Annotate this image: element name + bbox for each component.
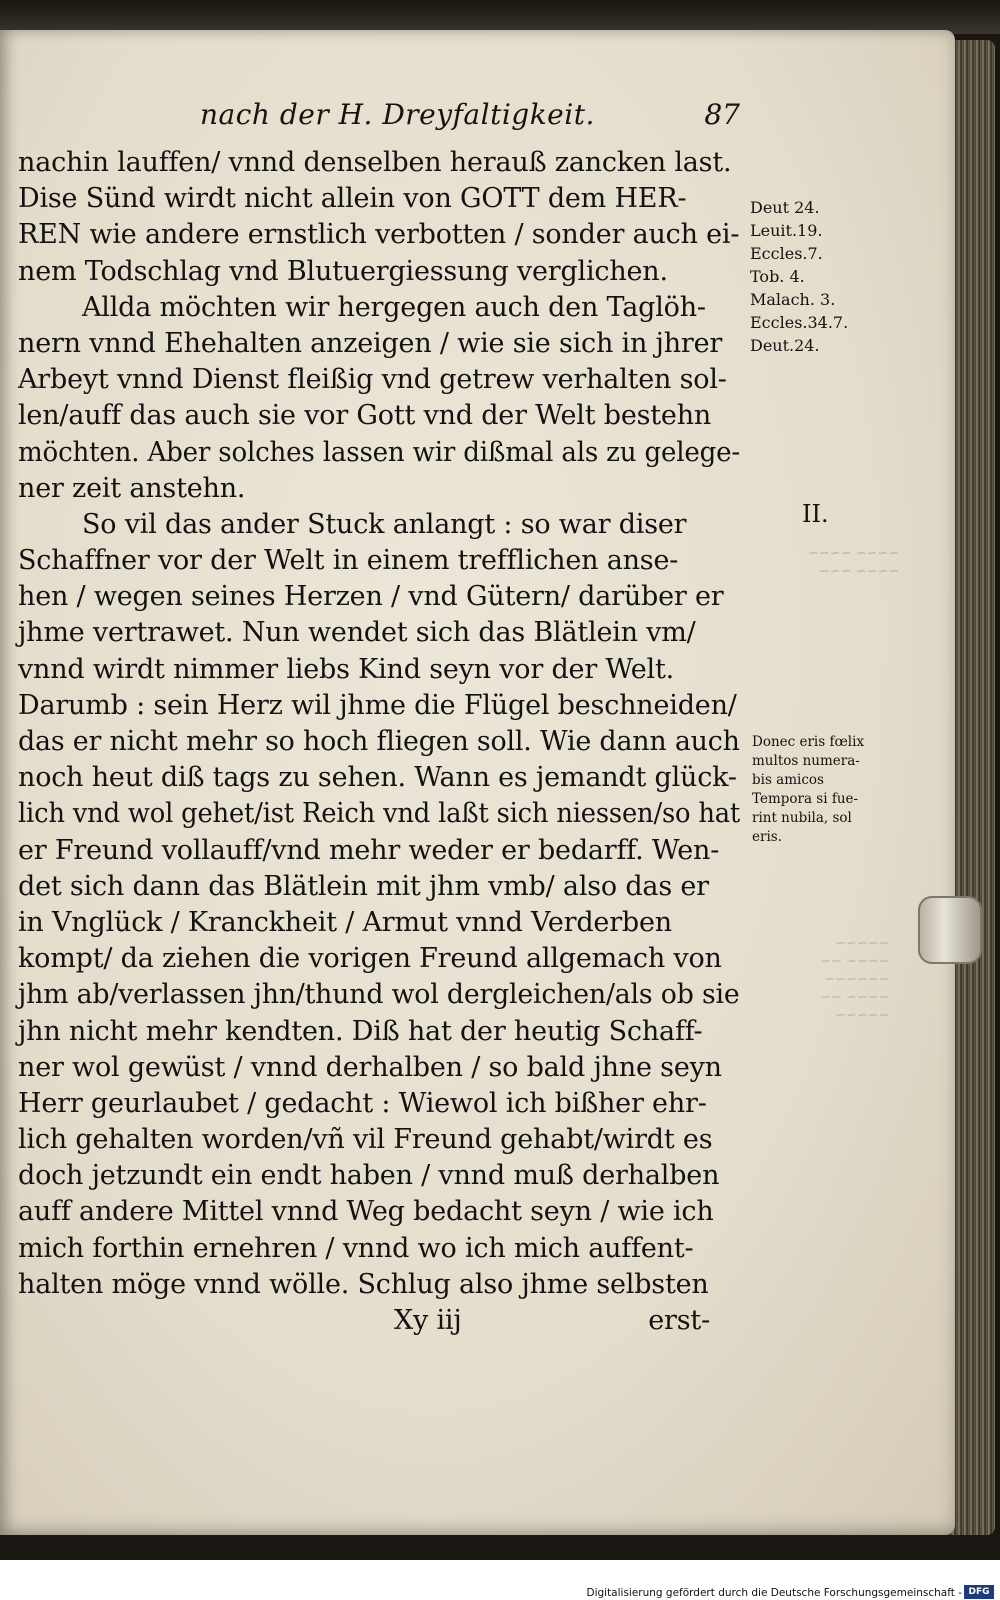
body-line: noch heut diß tags zu sehen. Wann es jemandt glück- [18,762,737,794]
body-line: REN wie andere ernstlich verbotten / sonder auch ei- [18,219,740,251]
body-line: halten möge vnnd wölle. Schlug also jhme selbsten [18,1268,709,1300]
body-line: Herr geurlaubet / gedacht : Wiewol ich bißher ehr- [18,1087,707,1119]
body-line: möchten. Aber solches lassen wir dißmal als zu gelege- [18,436,741,468]
page-clip [918,896,982,964]
body-line: lich vnd wol gehet/ist Reich vnd laßt sich niessen/so hat [18,798,741,830]
margin-references [750,196,890,357]
body-line: lich gehalten worden/vñ vil Freund gehabt/wirdt es [18,1124,713,1156]
latin-line: Tempora si fue- [752,791,859,807]
body-line: Schaffner vor der Welt in einem trefflichen anse- [18,545,679,577]
latin-line: rint nubila, sol [752,810,852,826]
body-line: hen / wegen seines Herzen / vnd Gütern/ darüber er [18,581,724,613]
dfg-logo-icon: DFG [964,1585,994,1599]
body-line: Allda möchten wir hergegen auch den Taglöh- [82,291,706,323]
body-line: kompt/ da ziehen die vorigen Freund allgemach von [18,943,722,975]
scan-top-shadow [0,0,1000,34]
bleed-through-text: ~~~~ ~~~~ ~~~~ ~~~ [808,546,900,579]
body-line: jhn nicht mehr kendten. Diß hat der heutig Schaff- [18,1015,703,1047]
body-line: auff andere Mittel vnnd Weg bedacht seyn / wie ich [18,1196,714,1228]
body-line: in Vnglück / Kranckheit / Armut vnnd Verderben [18,906,672,938]
running-header [200,98,740,138]
body-line: vnnd wirdt nimmer liebs Kind seyn vor der Welt. [18,653,675,685]
body-line: Darumb : sein Herz wil jhme die Flügel beschneiden/ [18,689,737,721]
body-line: ner wol gewüst / vnnd derhalben / so bald jhne seyn [18,1051,722,1083]
body-line: Arbeyt vnnd Dienst fleißig vnd getrew verhalten sol- [18,364,727,396]
body-line: nem Todschlag vnd Blutuergiessung verglichen. [18,255,668,287]
body-line: So vil das ander Stuck anlangt : so war diser [82,508,687,540]
body-line: nachin lauffen/ vnnd denselben herauß zancken last. [18,147,732,178]
page-number: 87 [704,98,740,131]
latin-line: Donec eris fœlix [752,734,865,750]
body-line: nern vnnd Ehehalten anzeigen / wie sie sich in jhrer [18,327,723,359]
margin-ref: Eccles.34.7. [750,313,849,332]
margin-ref: Malach. 3. [750,290,836,309]
body-line: jhm ab/verlassen jhn/thund wol dergleichen/als ob sie [18,979,740,1011]
body-line: len/auff das auch sie vor Gott vnd der Welt bestehn [18,400,712,432]
margin-latin-note [752,733,902,847]
catchword: erst- [648,1305,710,1336]
margin-ref: Eccles.7. [750,244,823,263]
margin-ref: Deut 24. [750,198,820,217]
credit-text: Digitalisierung gefördert durch die Deutsche Forschungsgemeinschaft - [586,1587,962,1599]
body-text [18,145,740,1339]
body-line: jhme vertrawet. Nun wendet sich das Blätlein vm/ [18,617,696,649]
bleed-through-text: ~~~~~ ~~~~ ~~ ~~~~~~ ~~~~ ~~ ~~~~~ [820,936,890,1023]
margin-ref: Tob. 4. [750,267,805,286]
footer-line [18,1303,740,1339]
latin-line: multos numera- [752,753,860,769]
margin-ref: Deut.24. [750,336,820,355]
body-line: det sich dann das Blätlein mit jhm vmb/ also das er [18,870,709,902]
body-line: doch jetzundt ein endt haben / vnnd muß derhalben [18,1160,720,1192]
body-line: mich forthin ernehren / vnnd wo ich mich auffent- [18,1232,694,1264]
section-marker: II. [802,500,829,528]
margin-ref: Leuit.19. [750,221,823,240]
body-line: Dise Sünd wirdt nicht allein von GOTT dem HER- [18,183,687,215]
signature-mark: Xy iij [394,1305,462,1336]
latin-line: eris. [752,829,782,845]
latin-line: bis amicos [752,772,824,788]
body-line: ner zeit anstehn. [18,472,246,504]
body-line: er Freund vollauff/vnd mehr weder er bedarff. Wen- [18,834,720,866]
body-line: das er nicht mehr so hoch fliegen soll. Wie dann auch [18,726,740,757]
running-title: nach der H. Dreyfaltigkeit. [200,98,595,131]
